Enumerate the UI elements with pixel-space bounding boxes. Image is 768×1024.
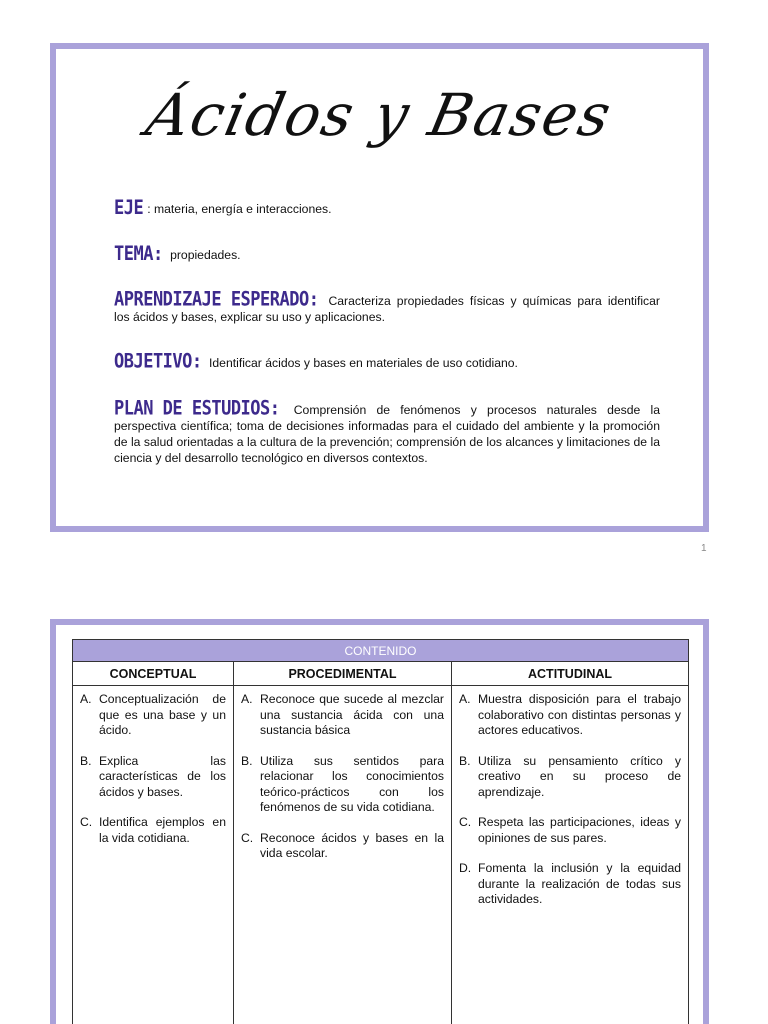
list-item: [459, 692, 681, 739]
section-plan: [114, 397, 661, 466]
item-letter: C.: [459, 815, 472, 829]
item-text: Muestra disposición para el trabajo colaborativo con distintas personas y actores educativos.: [478, 692, 682, 737]
column-procedimental: [234, 686, 452, 1024]
objetivo-text: Identificar ácidos y bases en materiales de uso cotidiano.: [209, 356, 518, 370]
item-text: Fomenta la inclusión y la equidad durante la realización de todas sus actividades.: [478, 861, 682, 906]
column-header-actitudinal: ACTITUDINAL: [452, 662, 689, 686]
item-letter: B.: [459, 753, 471, 768]
section-tema: [114, 242, 660, 266]
item-letter: D.: [459, 861, 472, 875]
item-text: Identifica ejemplos en la vida cotidiana.: [99, 815, 226, 845]
page-2: [50, 619, 709, 1024]
aprendizaje-label: APRENDIZAJE ESPERADO:: [114, 288, 319, 312]
item-text: Conceptualización de que es una base y un ácido.: [99, 692, 226, 737]
item-letter: A.: [459, 692, 471, 706]
list-item: [459, 815, 681, 846]
item-letter: A.: [241, 692, 253, 706]
section-eje: [114, 196, 660, 220]
item-letter: A.: [80, 692, 92, 706]
item-text: Utiliza su pensamiento crítico y creativo en su proceso de aprendizaje.: [478, 753, 682, 799]
item-text: Explica las características de los ácidos y bases.: [99, 753, 226, 799]
eje-text: : materia, energía e interacciones.: [147, 202, 332, 216]
list-item: [241, 754, 444, 816]
section-aprendizaje: [114, 288, 660, 325]
column-header-conceptual: CONCEPTUAL: [73, 662, 234, 686]
plan-label: PLAN DE ESTUDIOS:: [114, 397, 280, 421]
column-header-procedimental: PROCEDIMENTAL: [234, 662, 452, 686]
list-item: [459, 754, 681, 801]
list-item: [80, 815, 226, 846]
item-letter: B.: [80, 753, 92, 768]
item-letter: B.: [241, 753, 253, 768]
content-table-wrapper: [72, 639, 688, 1024]
list-item: [80, 754, 226, 801]
list-item: [459, 861, 681, 908]
list-item: [80, 692, 226, 739]
tema-text: propiedades.: [170, 248, 241, 262]
section-objetivo: [114, 350, 660, 374]
page-1: [50, 43, 709, 532]
item-letter: C.: [80, 815, 93, 829]
objetivo-label: OBJETIVO:: [114, 350, 202, 374]
list-item: [241, 692, 444, 739]
item-letter: C.: [241, 830, 254, 845]
eje-label: EJE: [114, 196, 144, 220]
item-text: Utiliza sus sentidos para relacionar los conocimientos teórico-prácticos con los fenómenos de su vida cotidiana.: [260, 753, 444, 814]
item-text: Respeta las participaciones, ideas y opiniones de sus pares.: [478, 815, 682, 845]
list-item: [241, 831, 444, 862]
column-conceptual: [73, 686, 234, 1024]
column-actitudinal: [452, 686, 689, 1024]
item-text: Reconoce ácidos y bases en la vida escolar.: [260, 830, 444, 860]
tema-label: TEMA:: [114, 242, 163, 266]
plan-text: Comprensión de fenómenos y procesos naturales desde la perspectiva científica; toma de decisiones informadas para el cuidado del ambiente y la promoción de la salud orientadas a la cultura de la prevención; comprensión de los alcances y limitaciones de la ciencia y del desarrollo tecnológico en diversos contextos.: [114, 403, 661, 465]
content-table: [72, 639, 689, 1024]
aprendizaje-text: Caracteriza propiedades físicas y químicas para identificar los ácidos y bases, explicar su uso y aplicaciones.: [114, 294, 660, 324]
table-header-contenido: CONTENIDO: [73, 640, 689, 662]
document-title: Ácidos y Bases: [140, 81, 619, 149]
item-text: Reconoce que sucede al mezclar una sustancia ácida con una sustancia básica: [260, 692, 444, 737]
page-number: 1: [701, 543, 707, 554]
